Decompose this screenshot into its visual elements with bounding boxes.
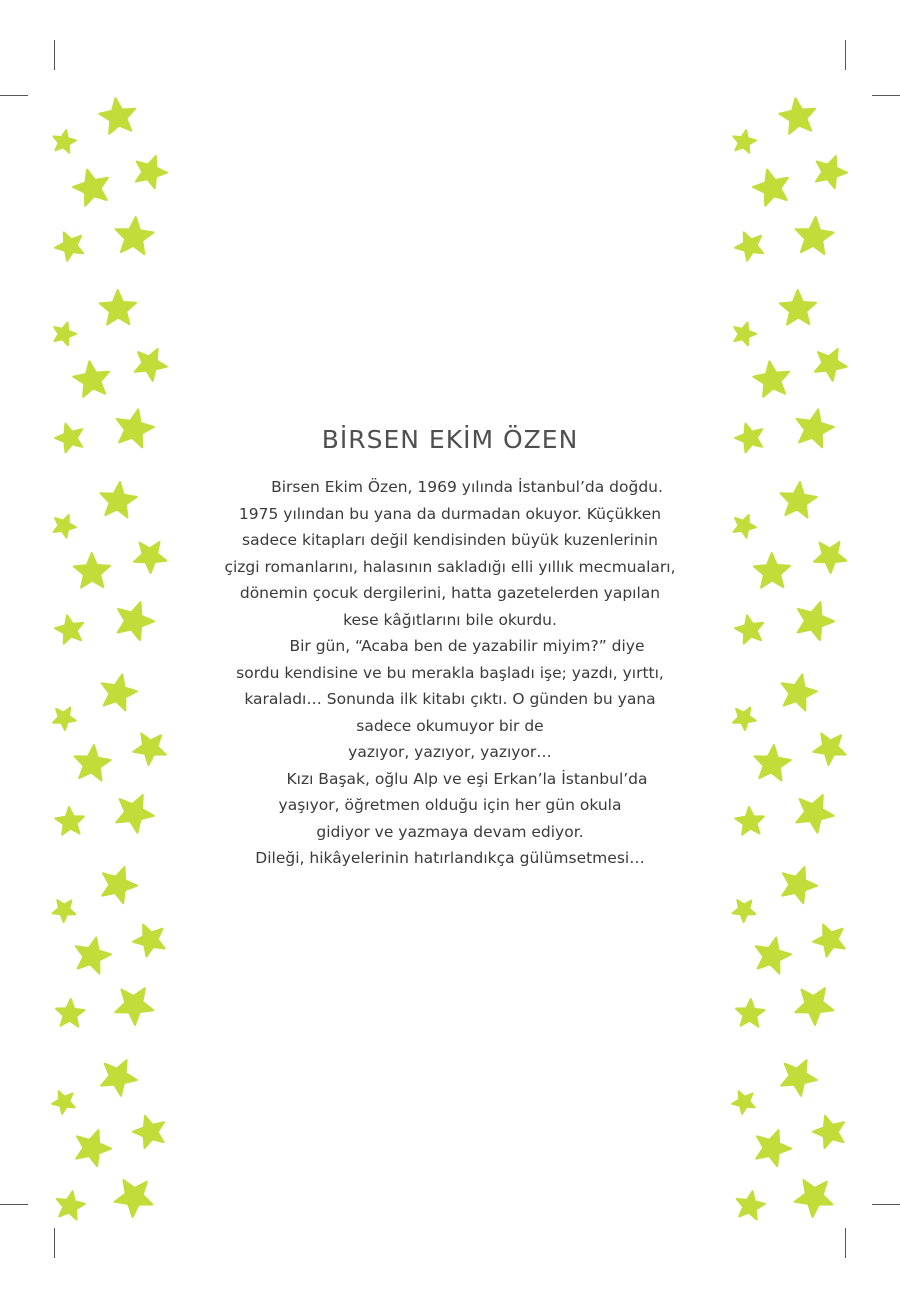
star-icon bbox=[796, 217, 834, 254]
bio-line: Bir gün, “Acaba ben de yazabilir miyim?” diye bbox=[289, 637, 645, 655]
star-icon bbox=[780, 290, 816, 325]
star-icon bbox=[754, 553, 790, 588]
star-icon bbox=[795, 988, 833, 1025]
star-icon bbox=[135, 349, 167, 381]
star-icon bbox=[798, 602, 834, 640]
bio-line: Dileği, hikâyelerinin hatırlandıkça gülümsetmesi… bbox=[255, 849, 645, 867]
star-icon bbox=[133, 925, 165, 957]
bio-line: 1975 yılından bu yana da durmadan okuyor. Küçükken bbox=[238, 504, 662, 523]
star-icon bbox=[782, 675, 817, 711]
star-icon bbox=[99, 98, 135, 134]
bio-line: sadece kitapları değil kendisinden büyük kuzenlerinin bbox=[242, 531, 658, 549]
star-icon bbox=[74, 553, 110, 588]
bio-line: sadece okumuyor bir de bbox=[356, 716, 544, 735]
star-icon bbox=[813, 733, 845, 765]
bio-line: karaladı… Sonunda ilk kitabı çıktı. O günden bu yana bbox=[244, 690, 656, 708]
star-icon bbox=[815, 349, 847, 381]
author-name-title: BİRSEN EKİM ÖZEN bbox=[321, 424, 579, 454]
bio-line: kese kâğıtlarını bile okurdu. bbox=[343, 610, 557, 629]
star-icon bbox=[782, 867, 817, 903]
star-icon bbox=[756, 1130, 791, 1166]
star-icon bbox=[735, 232, 763, 260]
star-icon bbox=[73, 361, 109, 397]
star-icon bbox=[781, 1060, 817, 1096]
star-icon bbox=[100, 290, 136, 325]
star-icon bbox=[732, 1091, 755, 1114]
star-icon bbox=[734, 323, 756, 346]
star-icon bbox=[55, 615, 83, 643]
star-icon bbox=[133, 1116, 164, 1148]
star-icon bbox=[795, 1180, 833, 1217]
star-icon bbox=[54, 515, 76, 538]
star-icon bbox=[796, 795, 834, 833]
star-icon bbox=[101, 1060, 137, 1096]
star-icon bbox=[813, 1116, 844, 1148]
star-icon bbox=[54, 323, 76, 346]
star-icon bbox=[76, 938, 111, 974]
star-icon bbox=[116, 217, 154, 254]
star-icon bbox=[76, 1130, 111, 1166]
star-icon bbox=[116, 795, 154, 833]
star-icon bbox=[118, 602, 154, 640]
star-icon bbox=[756, 938, 791, 974]
star-icon bbox=[814, 542, 846, 573]
bio-line: Birsen Ekim Özen, 1969 yılında İstanbul’da doğdu. bbox=[271, 478, 663, 496]
star-icon bbox=[115, 988, 153, 1025]
star-icon bbox=[737, 1191, 765, 1219]
bio-line: dönemin çocuk dergilerini, hatta gazetelerden yapılan bbox=[239, 584, 661, 602]
star-icon bbox=[755, 745, 791, 780]
star-icon bbox=[52, 1091, 75, 1114]
star-icon bbox=[73, 170, 108, 206]
bio-line: yaşıyor, öğretmen olduğu için her gün okula bbox=[278, 796, 622, 814]
star-icon bbox=[753, 170, 788, 206]
star-icon bbox=[56, 999, 85, 1027]
star-icon bbox=[816, 156, 847, 188]
star-icon bbox=[733, 130, 756, 153]
star-icon bbox=[781, 482, 817, 517]
star-icon bbox=[53, 708, 76, 730]
star-icon bbox=[733, 900, 756, 922]
star-icon bbox=[55, 807, 84, 835]
star-icon bbox=[136, 156, 167, 188]
bio-line: gidiyor ve yazmaya devam ediyor. bbox=[316, 822, 584, 841]
star-icon bbox=[779, 98, 815, 134]
star-icon bbox=[102, 675, 137, 711]
bio-line: yazıyor, yazıyor, yazıyor… bbox=[348, 743, 552, 761]
star-icon bbox=[53, 130, 76, 153]
author-biography bbox=[150, 474, 750, 872]
star-icon bbox=[102, 867, 137, 903]
star-icon bbox=[55, 232, 83, 260]
star-icon bbox=[57, 1191, 85, 1219]
star-icon bbox=[736, 999, 765, 1027]
bio-line: çizgi romanlarını, halasının sakladığı elli yıllık mecmuaları, bbox=[224, 557, 676, 576]
star-icon bbox=[101, 482, 137, 517]
star-icon bbox=[115, 1180, 153, 1217]
star-icon bbox=[53, 900, 76, 922]
star-icon bbox=[75, 745, 111, 780]
star-icon bbox=[813, 925, 845, 957]
bio-line: sordu kendisine ve bu merakla başladı işe; yazdı, yırttı, bbox=[236, 663, 664, 682]
star-icon bbox=[753, 361, 789, 397]
bio-line: Kızı Başak, oğlu Alp ve eşi Erkan’la İstanbul’da bbox=[286, 769, 648, 788]
